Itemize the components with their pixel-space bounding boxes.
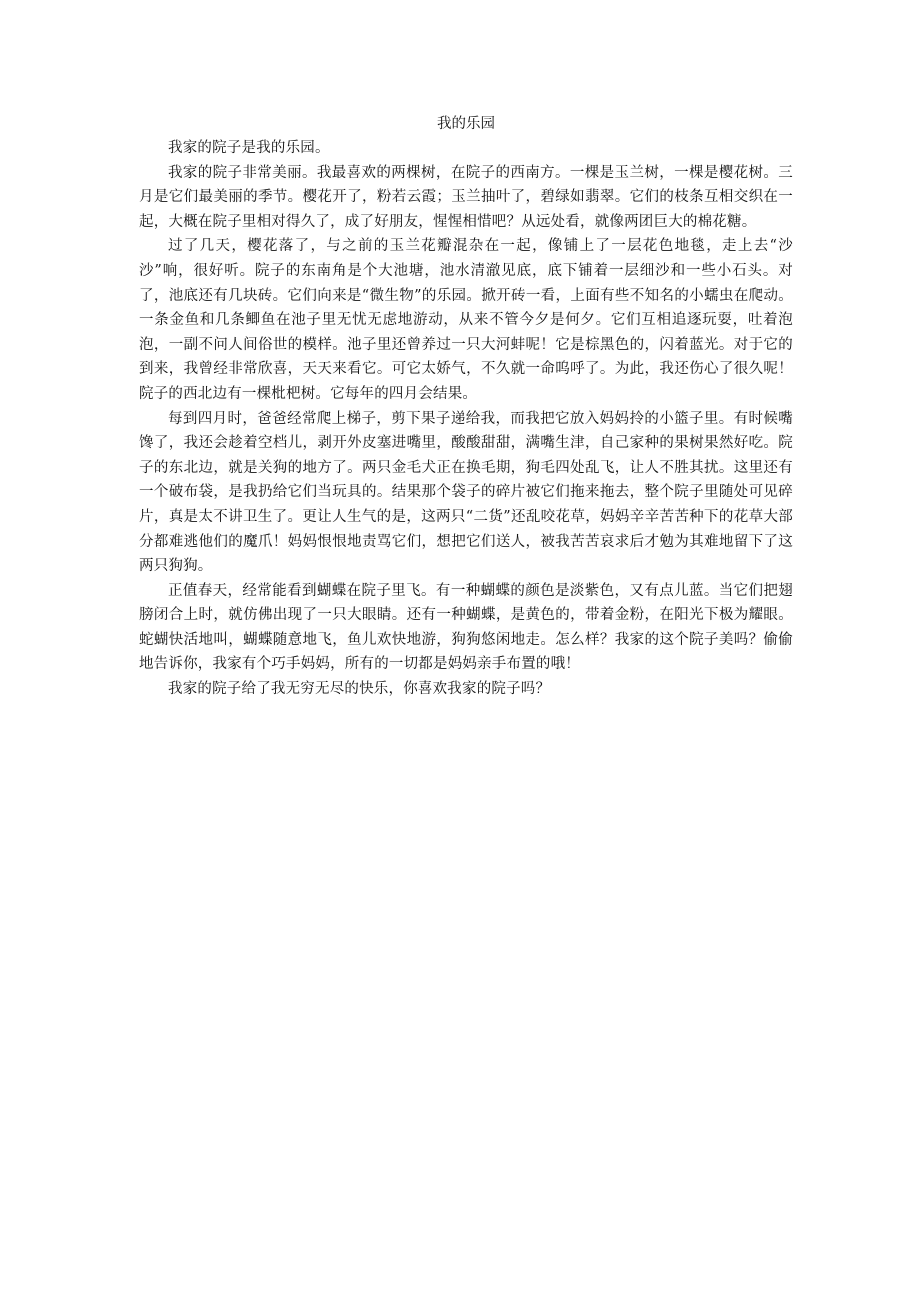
- document-title: 我的乐园: [437, 116, 495, 132]
- paragraph-4: 每到四月时，爸爸经常爬上梯子，剪下果子递给我，而我把它放入妈妈拎的小篮子里。有时候嘴馋了，我还会趁着空档儿，剥开外皮塞进嘴里，酸酸甜甜，满嘴生津，自己家种的果树果然好吃。院子的东北边，就是关狗的地方了。两只金毛犬正在换毛期，狗毛四处乱飞，让人不胜其扰。这里还有一个破布袋，是我扔给它们当玩具的。结果那个袋子的碎片被它们拖来拖去，整个院子里随处可见碎片，真是太不讲卫生了。更让人生气的是，这两只“二货”还乱咬花草，妈妈辛辛苦苦种下的花草大部分都难逃他们的魔爪！妈妈恨恨地责骂它们，想把它们送人，被我苦苦哀求后才勉为其难地留下了这两只狗狗。: [139, 410, 793, 575]
- paragraph-2: 我家的院子非常美丽。我最喜欢的两棵树，在院子的西南方。一棵是玉兰树，一棵是樱花树。三月是它们最美丽的季节。樱花开了，粉若云霞；玉兰抽叶了，碧绿如翡翠。它们的枝条互相交织在一起，大概在院子里相对得久了，成了好朋友，惺惺相惜吧？从远处看，就像两团巨大的棉花糖。: [139, 164, 793, 230]
- paragraph-3: 过了几天，樱花落了，与之前的玉兰花瓣混杂在一起，像铺上了一层花色地毯，走上去“沙沙”响，很好听。院子的东南角是个大池塘，池水清澈见底，底下铺着一层细沙和一些小石头。对了，池底还有几块砖。它们向来是“微生物”的乐园。掀开砖一看，上面有些不知名的小蠕虫在爬动。一条金鱼和几条鲫鱼在池子里无忧无虑地游动，从来不管今夕是何夕。它们互相追逐玩耍，吐着泡泡，一副不问人间俗世的模样。池子里还曾养过一只大河蚌呢！它是棕黑色的，闪着蓝光。对于它的到来，我曾经非常欣喜，天天来看它。可它太娇气，不久就一命呜呼了。为此，我还伤心了很久呢！院子的西北边有一棵枇杷树。它每年的四月会结果。: [139, 238, 793, 402]
- paragraph-1: 我家的院子是我的乐园。: [168, 140, 330, 156]
- paragraph-5: 正值春天，经常能看到蝴蝶在院子里飞。有一种蝴蝶的颜色是淡紫色，又有点儿蓝。当它们把翅膀闭合上时，就仿佛出现了一只大眼睛。还有一种蝴蝶，是黄色的，带着金粉，在阳光下极为耀眼。蛇蝴快活地叫，蝴蝶随意地飞，鱼儿欢快地游，狗狗悠闲地走。怎么样？我家的这个院子美吗？偷偷地告诉你，我家有个巧手妈妈，所有的一切都是妈妈亲手布置的哦！: [139, 582, 793, 673]
- document-page: [139, 112, 793, 702]
- paragraph-6: 我家的院子给了我无穷无尽的快乐，你喜欢我家的院子吗？: [168, 681, 551, 698]
